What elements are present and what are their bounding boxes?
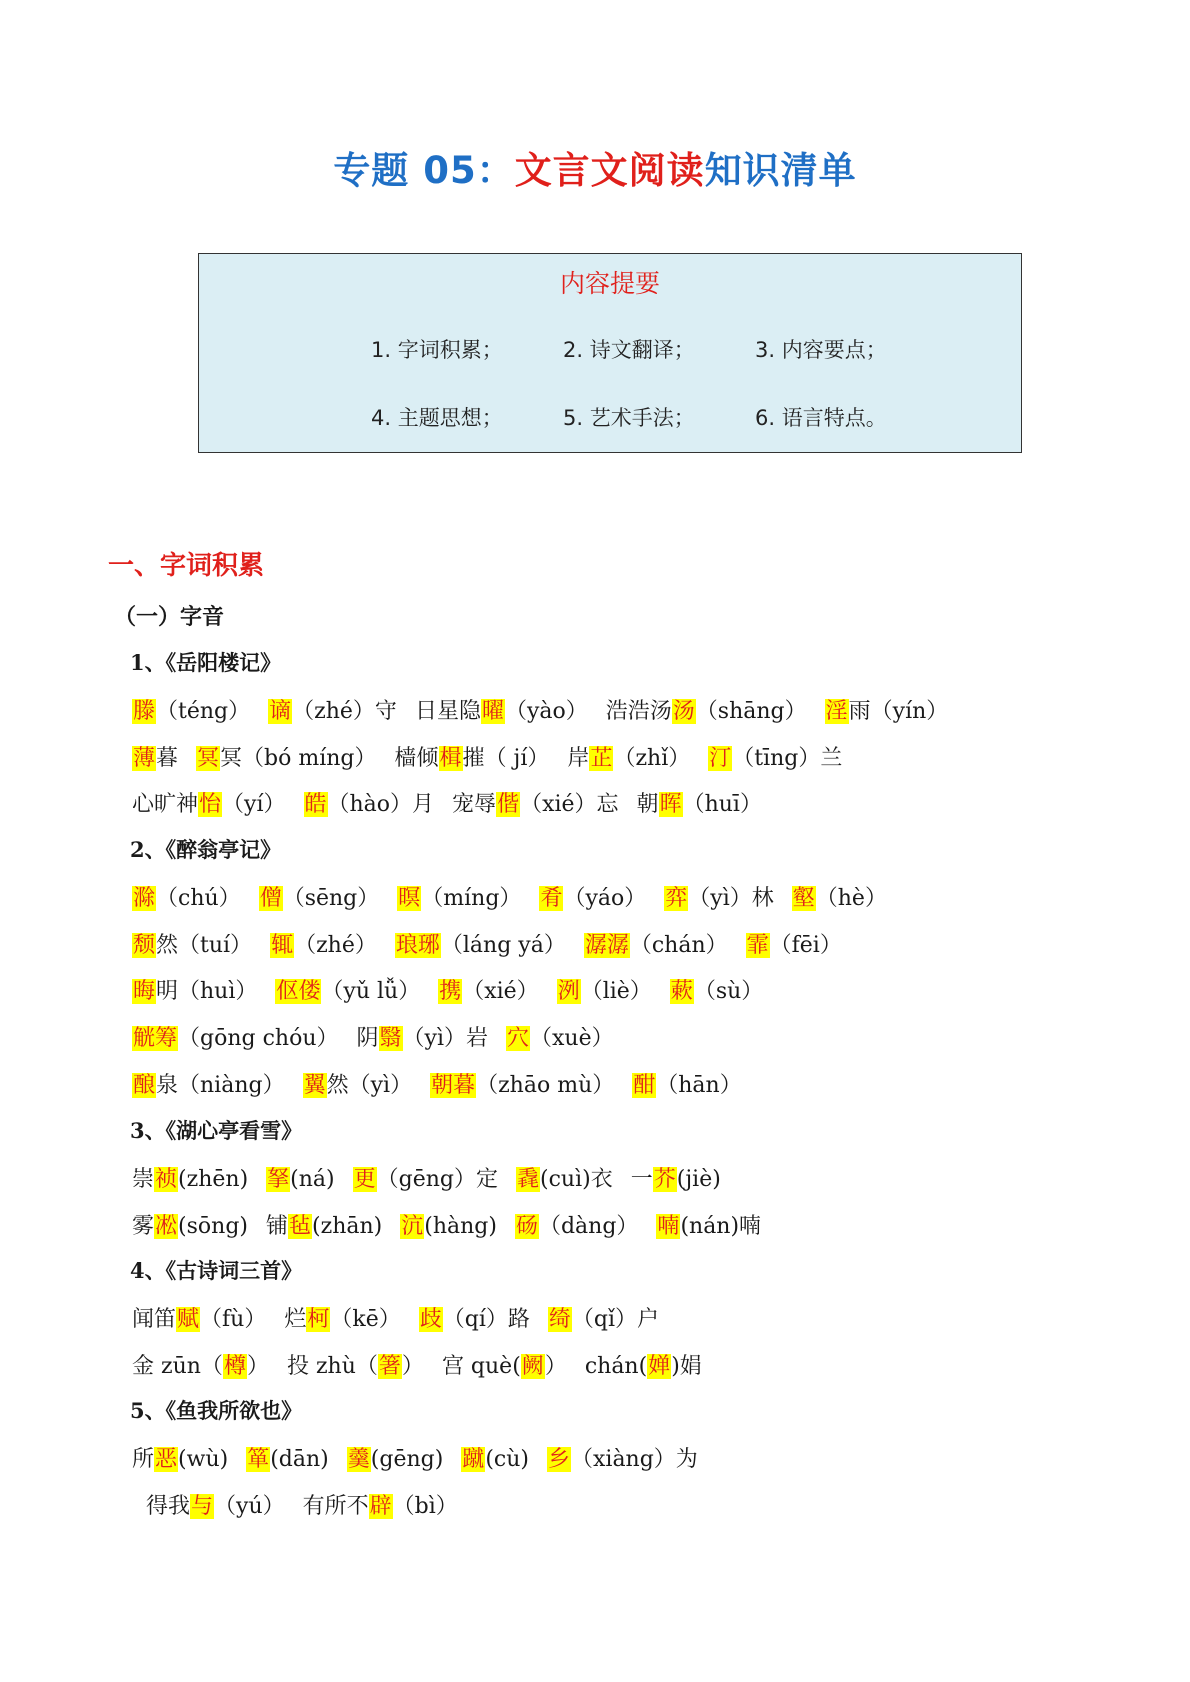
entry-pinyin-text: (cuì)衣 [540, 1167, 613, 1192]
entry-pinyin-text: 暮 [156, 746, 179, 771]
highlighted-character: 洌 [557, 979, 580, 1004]
highlighted-character: 柯 [307, 1307, 330, 1332]
pronunciation-line [132, 1209, 779, 1240]
highlighted-character: 凇 [155, 1214, 178, 1239]
pronunciation-entry [442, 1354, 567, 1379]
highlighted-character: 更 [353, 1167, 376, 1192]
highlighted-character: 皓 [304, 792, 327, 817]
highlighted-character: 箪 [247, 1447, 270, 1472]
entry-pinyin-text: (gēng) [370, 1447, 444, 1472]
entry-prefix-text: chán( [584, 1354, 648, 1379]
pronunciation-entry [132, 1307, 266, 1332]
entry-pinyin-text: （huī） [682, 792, 762, 817]
entry-prefix-text: 有所不 [302, 1494, 369, 1519]
highlighted-character: 肴 [540, 886, 563, 911]
pronunciation-entry [146, 1494, 285, 1519]
pronunciation-entry [266, 1214, 382, 1239]
entry-pinyin-text: ） [544, 1354, 567, 1379]
highlighted-character: 芥 [653, 1167, 676, 1192]
entry-pinyin-text: （xié） [462, 979, 539, 1004]
pronunciation-entry [548, 1307, 659, 1332]
pronunciation-entry [132, 1214, 248, 1239]
pronunciation-entry [400, 1214, 497, 1239]
entry-pinyin-text: 然（yì） [326, 1073, 413, 1098]
lesson-title: 4、《古诗词三首》 [130, 1258, 303, 1283]
entry-pinyin-text: 然（tuí） [156, 933, 253, 958]
entry-prefix-text: 岸 [567, 746, 590, 771]
pronunciation-entry [397, 886, 521, 911]
highlighted-character: 携 [439, 979, 462, 1004]
highlighted-character: 祯 [155, 1167, 178, 1192]
entry-pinyin-text: (nán)喃 [680, 1214, 762, 1239]
section-heading: 一、字词积累 [108, 551, 265, 581]
entry-pinyin-text: （zhé）守 [292, 699, 397, 724]
pronunciation-entry [452, 792, 619, 817]
summary-item: 2. 诗文翻译； [563, 338, 695, 362]
highlighted-character: 穴 [507, 1026, 530, 1051]
pronunciation-line [132, 881, 905, 912]
entry-pinyin-text: （yú） [214, 1494, 285, 1519]
entry-pinyin-text: （yǔ lǚ） [321, 979, 421, 1004]
entry-pinyin-text: (sōng) [178, 1214, 248, 1239]
entry-pinyin-text: （hè） [815, 886, 887, 911]
pronunciation-line [132, 741, 860, 772]
highlighted-character: 朝暮 [431, 1073, 476, 1098]
pronunciation-entry [430, 1073, 614, 1098]
entry-prefix-text: 得我 [146, 1494, 191, 1519]
highlighted-character: 晖 [659, 792, 682, 817]
entry-prefix-text: 阴 [356, 1026, 379, 1051]
entry-prefix-text: 宠辱 [452, 792, 497, 817]
highlighted-character: 拏 [267, 1167, 290, 1192]
entry-pinyin-text: (hàng) [424, 1214, 497, 1239]
pronunciation-line [132, 928, 860, 959]
entry-prefix-text: 浩浩汤 [605, 699, 672, 724]
summary-item: 6. 语言特点。 [755, 406, 887, 430]
highlighted-character: 滕 [133, 699, 156, 724]
highlighted-character: 绮 [548, 1307, 571, 1332]
entry-prefix-text: 雾 [132, 1214, 155, 1239]
highlighted-character: 晦 [133, 979, 156, 1004]
entry-pinyin-text: （gōng chóu） [178, 1026, 339, 1051]
pronunciation-entry [284, 1307, 400, 1332]
pronunciation-line [132, 1021, 632, 1052]
highlighted-character: 阙 [521, 1354, 544, 1379]
pronunciation-entry [266, 1167, 334, 1192]
pronunciation-entry [132, 886, 241, 911]
entry-pinyin-text: （yí） [222, 792, 286, 817]
summary-item-grid [371, 334, 931, 432]
highlighted-character: 滁 [133, 886, 156, 911]
summary-item: 1. 字词积累； [371, 338, 503, 362]
entry-prefix-text: 日星隐 [414, 699, 481, 724]
entry-pinyin-text: （gēng）定 [376, 1167, 498, 1192]
pronunciation-entry [438, 979, 538, 1004]
entry-pinyin-text: （zhǐ） [613, 746, 691, 771]
highlighted-character: 颓 [133, 933, 156, 958]
entry-pinyin-text: 冥（bó míng） [220, 746, 377, 771]
entry-pinyin-text: （qǐ）户 [571, 1307, 660, 1332]
highlighted-character: 箸 [378, 1354, 401, 1379]
pronunciation-line [132, 1162, 739, 1193]
entry-pinyin-text: ） [401, 1354, 424, 1379]
entry-prefix-text: 烂 [284, 1307, 307, 1332]
pronunciation-entry [606, 699, 807, 724]
pronunciation-entry [304, 792, 435, 817]
entry-pinyin-text: （fù） [200, 1307, 267, 1332]
highlighted-character: 毡 [289, 1214, 312, 1239]
entry-pinyin-text: (wù) [178, 1447, 229, 1472]
highlighted-character: 乡 [547, 1447, 570, 1472]
entry-prefix-text: 闻笛 [132, 1307, 177, 1332]
pronunciation-line [132, 1302, 677, 1333]
lesson-title: 3、《湖心亭看雪》 [130, 1118, 303, 1143]
pronunciation-line [132, 1068, 760, 1099]
pronunciation-line [132, 694, 966, 725]
subsection-heading: （一）字音 [114, 605, 225, 630]
entry-prefix-text: 一 [630, 1167, 653, 1192]
highlighted-character: 觥筹 [133, 1026, 178, 1051]
pronunciation-entry [132, 746, 178, 771]
pronunciation-entry [539, 886, 646, 911]
entry-pinyin-text: （shāng） [695, 699, 807, 724]
highlighted-character: 砀 [515, 1214, 538, 1239]
pronunciation-entry [132, 1447, 228, 1472]
entry-pinyin-text: 摧（ jí） [462, 746, 550, 771]
pronunciation-entry [246, 1447, 329, 1472]
pronunciation-entry [506, 1026, 614, 1051]
entry-pinyin-text: （zhé） [294, 933, 377, 958]
summary-item: 4. 主题思想； [371, 406, 503, 430]
summary-item: 5. 艺术手法； [563, 406, 695, 430]
highlighted-character: 樽 [223, 1354, 246, 1379]
pronunciation-entry [632, 1073, 741, 1098]
pronunciation-entry [708, 746, 842, 771]
pronunciation-entry [419, 1307, 530, 1332]
pronunciation-line [146, 1489, 476, 1520]
highlighted-character: 歧 [419, 1307, 442, 1332]
pronunciation-entry [347, 1447, 444, 1472]
entry-prefix-text: 宫 què( [441, 1354, 521, 1379]
content-summary-box [198, 253, 1022, 453]
entry-pinyin-text: （yào） [504, 699, 588, 724]
pronunciation-entry [268, 699, 397, 724]
pronunciation-entry [585, 1354, 702, 1379]
highlighted-character: 冥 [197, 746, 220, 771]
pronunciation-entry [547, 1447, 698, 1472]
pronunciation-entry [303, 1073, 412, 1098]
highlighted-character: 汀 [709, 746, 732, 771]
highlighted-character: 翳 [379, 1026, 402, 1051]
pronunciation-entry [567, 746, 690, 771]
entry-pinyin-text: （liè） [580, 979, 652, 1004]
entry-pinyin-text: （xuè） [530, 1026, 614, 1051]
entry-pinyin-text: （bì） [392, 1494, 458, 1519]
highlighted-character: 偕 [497, 792, 520, 817]
entry-prefix-text: 朝 [636, 792, 659, 817]
entry-pinyin-text: （sēng） [282, 886, 380, 911]
pronunciation-entry [132, 792, 286, 817]
entry-pinyin-text: (zhēn) [178, 1167, 249, 1192]
highlighted-character: 辟 [369, 1494, 392, 1519]
entry-pinyin-text: （yáo） [563, 886, 647, 911]
highlighted-character: 婵 [648, 1354, 671, 1379]
highlighted-character: 僧 [259, 886, 282, 911]
highlighted-character: 弈 [665, 886, 688, 911]
entry-prefix-text: 金 zūn（ [132, 1354, 223, 1379]
pronunciation-line [132, 1442, 716, 1473]
pronunciation-entry [353, 1167, 498, 1192]
pronunciation-entry [132, 1167, 248, 1192]
entry-pinyin-text: （hān） [656, 1073, 742, 1098]
entry-pinyin-text: 雨（yín） [848, 699, 949, 724]
entry-pinyin-text: （yì）林 [688, 886, 774, 911]
pronunciation-entry [746, 933, 842, 958]
entry-pinyin-text: （sù） [693, 979, 764, 1004]
entry-prefix-text: 所 [132, 1447, 155, 1472]
entry-pinyin-text: （chú） [156, 886, 241, 911]
summary-heading: 内容提要 [559, 269, 660, 298]
entry-pinyin-text: )娟 [671, 1354, 702, 1379]
highlighted-character: 汤 [672, 699, 695, 724]
pronunciation-entry [132, 979, 257, 1004]
pronunciation-entry [275, 979, 420, 1004]
title-prefix: 专题 05： [333, 149, 515, 192]
entry-pinyin-text: (jiè) [676, 1167, 721, 1192]
pronunciation-entry [132, 1354, 269, 1379]
title-suffix: 知识清单 [704, 149, 857, 192]
entry-pinyin-text: ） [246, 1354, 269, 1379]
pronunciation-entry [395, 746, 550, 771]
entry-pinyin-text: （fēi） [769, 933, 842, 958]
pronunciation-entry [287, 1354, 424, 1379]
entry-pinyin-text: （chán） [629, 933, 728, 958]
highlighted-character: 怡 [199, 792, 222, 817]
title-highlight: 文言文阅读 [514, 149, 705, 192]
pronunciation-entry [637, 792, 762, 817]
highlighted-character: 壑 [792, 886, 815, 911]
pronunciation-entry [670, 979, 763, 1004]
pronunciation-entry [132, 1026, 339, 1051]
entry-prefix-text: 崇 [132, 1167, 155, 1192]
highlighted-character: 暝 [398, 886, 421, 911]
highlighted-character: 芷 [590, 746, 613, 771]
pronunciation-entry [415, 699, 588, 724]
pronunciation-entry [303, 1494, 458, 1519]
lesson-title: 1、《岳阳楼记》 [130, 650, 282, 675]
entry-pinyin-text: (cù) [485, 1447, 529, 1472]
pronunciation-entry [515, 1214, 638, 1239]
entry-pinyin-text: （dàng） [538, 1214, 639, 1239]
highlighted-character: 喃 [657, 1214, 680, 1239]
pronunciation-entry [792, 886, 887, 911]
pronunciation-entry [516, 1167, 613, 1192]
pronunciation-line [132, 787, 780, 818]
highlighted-character: 谪 [269, 699, 292, 724]
pronunciation-entry [631, 1167, 721, 1192]
pronunciation-entry [664, 886, 773, 911]
pronunciation-entry [259, 886, 380, 911]
entry-pinyin-text: （kē） [330, 1307, 401, 1332]
highlighted-character: 与 [191, 1494, 214, 1519]
pronunciation-entry [196, 746, 377, 771]
entry-pinyin-text: 明（huì） [156, 979, 258, 1004]
entry-pinyin-text: 泉（niàng） [156, 1073, 285, 1098]
highlighted-character: 恶 [155, 1447, 178, 1472]
pronunciation-entry [270, 933, 377, 958]
highlighted-character: 霏 [746, 933, 769, 958]
highlighted-character: 曜 [481, 699, 504, 724]
entry-pinyin-text: （téng） [156, 699, 251, 724]
highlighted-character: 沆 [401, 1214, 424, 1239]
pronunciation-entry [584, 933, 728, 958]
entry-pinyin-text: （tīng）兰 [732, 746, 843, 771]
pronunciation-entry [132, 1073, 285, 1098]
pronunciation-entry [132, 933, 252, 958]
entry-pinyin-text: （míng） [421, 886, 522, 911]
highlighted-character: 辄 [271, 933, 294, 958]
entry-prefix-text: 樯倾 [394, 746, 439, 771]
pronunciation-entry [557, 979, 652, 1004]
entry-pinyin-text: （xiàng）为 [571, 1447, 698, 1472]
page-title [0, 140, 1190, 194]
highlighted-character: 蔌 [670, 979, 693, 1004]
highlighted-character: 琅琊 [395, 933, 440, 958]
lesson-title: 2、《醉翁亭记》 [130, 837, 282, 862]
pronunciation-entry [825, 699, 949, 724]
entry-prefix-text: 心旷神 [132, 792, 199, 817]
pronunciation-entry [395, 933, 566, 958]
highlighted-character: 蹴 [462, 1447, 485, 1472]
highlighted-character: 酣 [633, 1073, 656, 1098]
pronunciation-entry [656, 1214, 761, 1239]
entry-pinyin-text: （xié）忘 [520, 792, 619, 817]
highlighted-character: 酿 [133, 1073, 156, 1098]
highlighted-character: 羹 [347, 1447, 370, 1472]
pronunciation-entry [357, 1026, 489, 1051]
highlighted-character: 楫 [439, 746, 462, 771]
pronunciation-entry [461, 1447, 529, 1472]
entry-pinyin-text: （qí）路 [442, 1307, 530, 1332]
entry-pinyin-text: （láng yá） [440, 933, 566, 958]
entry-pinyin-text: （yì）岩 [402, 1026, 488, 1051]
highlighted-character: 淫 [825, 699, 848, 724]
highlighted-character: 翼 [303, 1073, 326, 1098]
pronunciation-entry [132, 699, 250, 724]
entry-pinyin-text: （zhāo mù） [476, 1073, 615, 1098]
highlighted-character: 赋 [177, 1307, 200, 1332]
entry-pinyin-text: (ná) [290, 1167, 335, 1192]
highlighted-character: 伛偻 [276, 979, 321, 1004]
entry-prefix-text: 铺 [265, 1214, 288, 1239]
highlighted-character: 薄 [133, 746, 156, 771]
entry-pinyin-text: (dān) [270, 1447, 329, 1472]
pronunciation-line [132, 1349, 720, 1380]
summary-item: 3. 内容要点； [755, 338, 887, 362]
highlighted-character: 潺潺 [584, 933, 629, 958]
entry-prefix-text: 投 zhù（ [286, 1354, 378, 1379]
entry-pinyin-text: (zhān) [312, 1214, 383, 1239]
lesson-title: 5、《鱼我所欲也》 [130, 1398, 303, 1423]
pronunciation-line [132, 974, 781, 1005]
highlighted-character: 毳 [517, 1167, 540, 1192]
entry-pinyin-text: （hào）月 [327, 792, 435, 817]
